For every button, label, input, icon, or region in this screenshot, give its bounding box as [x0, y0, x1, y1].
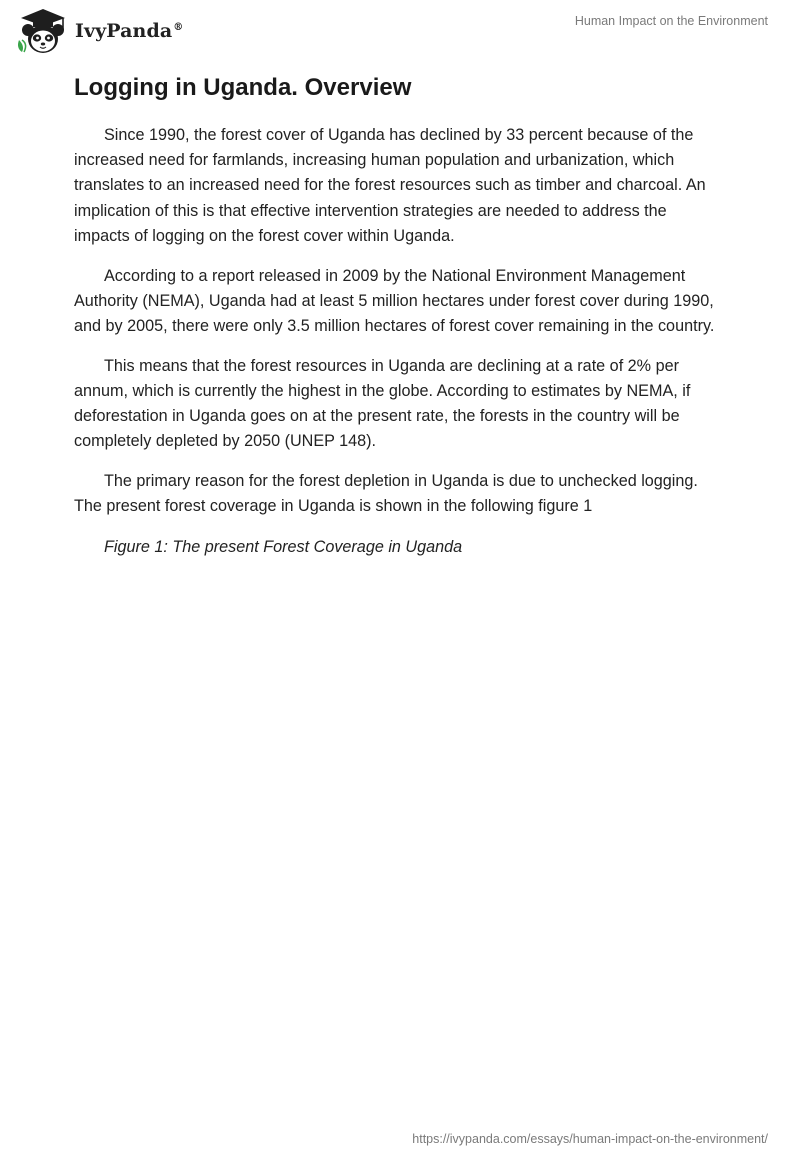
- section-heading: Logging in Uganda. Overview: [74, 74, 412, 101]
- document-title: Human Impact on the Environment: [574, 14, 768, 28]
- figure-placeholder: [74, 570, 724, 1000]
- paragraph-3: This means that the forest resources in Uganda are declining at a rate of 2% per annum, which is currently the highest in the globe. According to estimates by NEMA, if deforestation in Uganda goes on at the present rate, the forests in the country will be completely depleted by 2050 (UNEP 148).: [74, 356, 691, 451]
- paragraph-2: According to a report released in 2009 by the National Environment Management Authority (NEMA), Uganda had at least 5 million hectares under forest cover during 1990, and by 2005, there were only 3.5 million hectares of forest cover remaining in the country.: [74, 266, 715, 336]
- article-body: [74, 72, 724, 1000]
- panda-graduate-icon: [13, 6, 73, 56]
- source-url[interactable]: https://ivypanda.com/essays/human-impact-on-the-environment/: [412, 1132, 768, 1146]
- paragraph-1: Since 1990, the forest cover of Uganda has declined by 33 percent because of the increased need for farmlands, increasing human population and urbanization, which translates to an increased need for the forest resources such as timber and charcoal. An implication of this is that effective intervention strategies are needed to address the impacts of logging on the forest cover within Uganda.: [74, 126, 706, 245]
- page-header: [0, 0, 800, 60]
- brand-name: IvyPanda®: [75, 20, 184, 42]
- figure-caption: Figure 1: The present Forest Coverage in Uganda: [104, 538, 463, 557]
- ivypanda-logo[interactable]: [13, 6, 183, 56]
- registered-mark: ®: [173, 21, 184, 33]
- paragraph-4: The primary reason for the forest depletion in Uganda is due to unchecked logging. The present forest coverage in Uganda is shown in the following figure 1: [74, 472, 698, 516]
